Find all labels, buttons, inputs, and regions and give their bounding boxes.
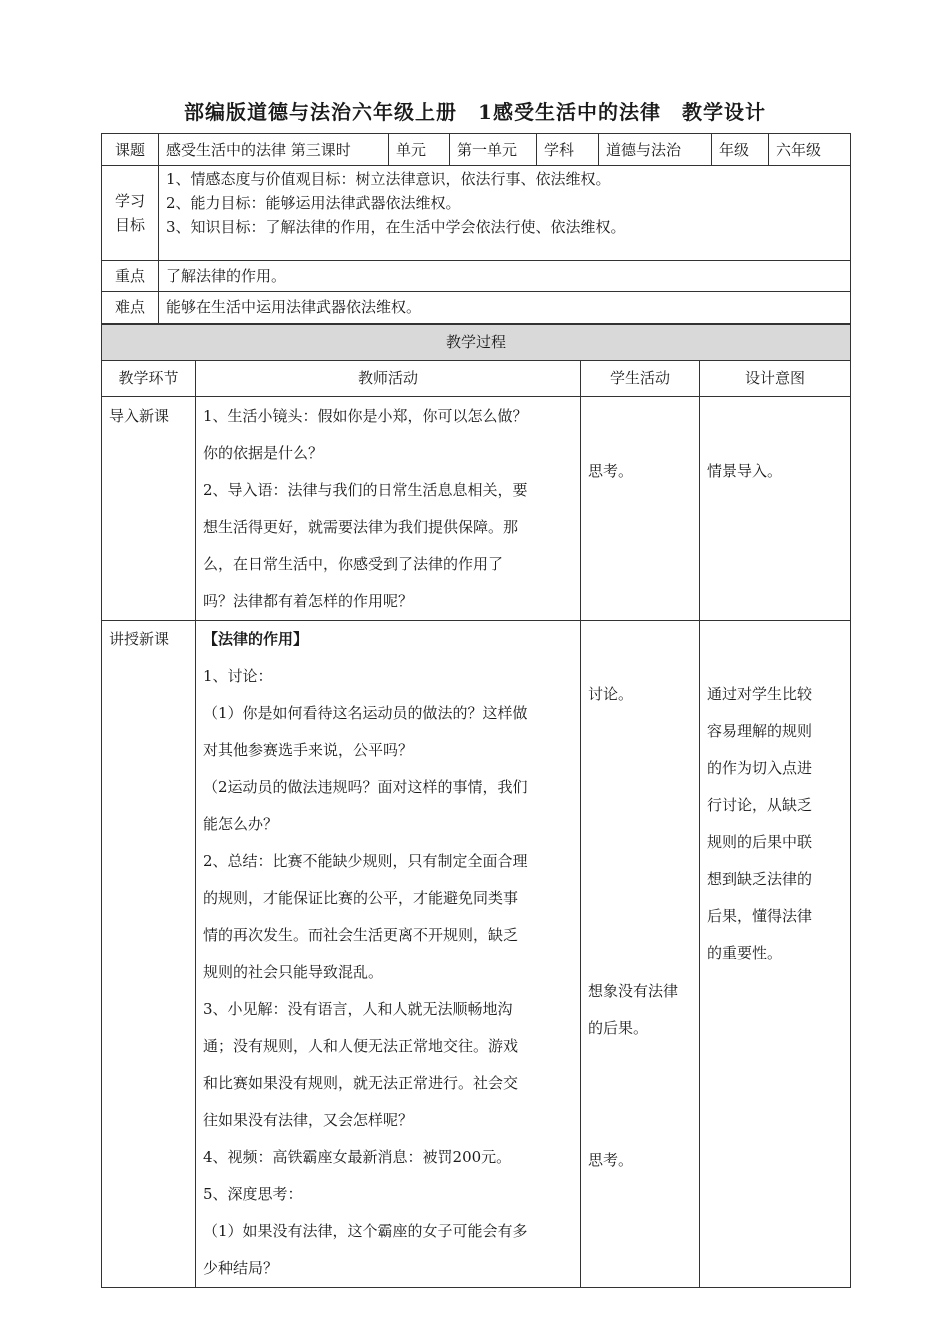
unit-label: 单元 bbox=[389, 134, 450, 166]
design-intent-cell bbox=[700, 621, 851, 1288]
teacher-line: 么，在日常生活中，你感受到了法律的作用了 bbox=[203, 555, 504, 573]
teacher-line: 1、生活小镜头：假如你是小郑，你可以怎么做？ bbox=[203, 407, 528, 425]
intent-line: 行讨论，从缺乏 bbox=[707, 796, 813, 814]
difficulty-label: 难点 bbox=[102, 292, 159, 324]
stage-cell: 讲授新课 bbox=[102, 621, 196, 1288]
teacher-line: 2、导入语：法律与我们的日常生活息息相关，要 bbox=[203, 481, 528, 499]
objective-item: 2、能力目标：能够运用法律武器依法维权。 bbox=[166, 194, 461, 212]
key-point-label: 重点 bbox=[102, 261, 159, 292]
document-title: 部编版道德与法治六年级上册 1感受生活中的法律 教学设计 bbox=[184, 100, 766, 124]
objective-item: 1、情感态度与价值观目标：树立法律意识，依法行事、依法维权。 bbox=[166, 170, 611, 188]
column-header: 教师活动 bbox=[196, 361, 581, 397]
subject-label: 学科 bbox=[537, 134, 599, 166]
objectives-label-line1: 学习 bbox=[114, 192, 145, 210]
teacher-line: 想生活得更好，就需要法律为我们提供保障。那 bbox=[203, 518, 519, 536]
student-activity-cell: 思考。 bbox=[581, 397, 700, 621]
subject-value: 道德与法治 bbox=[599, 134, 712, 166]
topic-row bbox=[102, 134, 851, 166]
objectives-label bbox=[102, 166, 159, 261]
teacher-line: 对其他参赛选手来说，公平吗？ bbox=[203, 741, 414, 759]
student-line: 的后果。 bbox=[588, 1019, 649, 1037]
teacher-line: 3、小见解：没有语言，人和人就无法顺畅地沟 bbox=[203, 1000, 513, 1018]
teacher-line: 能怎么办？ bbox=[203, 815, 279, 833]
column-header: 教学环节 bbox=[102, 361, 196, 397]
teacher-line: 4、视频：高铁霸座女最新消息：被罚200元。 bbox=[203, 1148, 512, 1166]
difficulty-row bbox=[102, 292, 851, 324]
grade-value: 六年级 bbox=[769, 134, 851, 166]
lesson-info-table bbox=[101, 133, 851, 324]
column-header: 设计意图 bbox=[700, 361, 851, 397]
intent-line: 的作为切入点进 bbox=[707, 759, 813, 777]
teacher-line: 你的依据是什么？ bbox=[203, 444, 324, 462]
teacher-line: 2、总结：比赛不能缺少规则，只有制定全面合理 bbox=[203, 852, 528, 870]
teacher-line: 少种结局？ bbox=[203, 1259, 279, 1277]
teacher-line: 和比赛如果没有规则，就无法正常进行。社会交 bbox=[203, 1074, 519, 1092]
process-row-intro bbox=[102, 397, 851, 621]
design-intent-cell: 情景导入。 bbox=[700, 397, 851, 621]
process-heading: 教学过程 bbox=[102, 325, 851, 361]
student-line: 想象没有法律 bbox=[588, 982, 679, 1000]
student-line: 讨论。 bbox=[588, 685, 634, 703]
grade-label: 年级 bbox=[712, 134, 769, 166]
teacher-section-heading: 【法律的作用】 bbox=[203, 630, 309, 648]
intent-line: 通过对学生比较 bbox=[707, 685, 813, 703]
teacher-activity-cell bbox=[196, 621, 581, 1288]
intent-line: 后果，懂得法律 bbox=[707, 907, 813, 925]
intent-line: 的重要性。 bbox=[707, 944, 783, 962]
process-row-new-lesson bbox=[102, 621, 851, 1288]
column-header: 学生活动 bbox=[581, 361, 700, 397]
objectives-label-line2: 目标 bbox=[114, 216, 145, 234]
student-activity-cell bbox=[581, 621, 700, 1288]
teacher-line: 规则的社会只能导致混乱。 bbox=[203, 963, 384, 981]
intent-line: 想到缺乏法律的 bbox=[707, 870, 813, 888]
teacher-line: 的规则，才能保证比赛的公平，才能避免同类事 bbox=[203, 889, 519, 907]
objectives-content bbox=[159, 166, 851, 261]
teacher-line: 1、讨论： bbox=[203, 667, 273, 685]
intent-line: 规则的后果中联 bbox=[707, 833, 813, 851]
stage-cell: 导入新课 bbox=[102, 397, 196, 621]
key-point-row bbox=[102, 261, 851, 292]
objective-item: 3、知识目标：了解法律的作用，在生活中学会依法行使、依法维权。 bbox=[166, 218, 626, 236]
teacher-line: 情的再次发生。而社会生活更离不开规则，缺乏 bbox=[203, 926, 519, 944]
intent-line: 容易理解的规则 bbox=[707, 722, 813, 740]
teacher-line: （1）你是如何看待这名运动员的做法的？这样做 bbox=[203, 704, 528, 722]
teacher-activity-cell bbox=[196, 397, 581, 621]
teacher-line: 吗？法律都有着怎样的作用呢？ bbox=[203, 592, 414, 610]
teacher-line: （1）如果没有法律，这个霸座的女子可能会有多 bbox=[203, 1222, 528, 1240]
teacher-line: 通；没有规则，人和人便无法正常地交往。游戏 bbox=[203, 1037, 519, 1055]
unit-value: 第一单元 bbox=[450, 134, 537, 166]
topic-label: 课题 bbox=[102, 134, 159, 166]
process-column-headers bbox=[102, 361, 851, 397]
student-line: 思考。 bbox=[588, 1151, 634, 1169]
difficulty-value: 能够在生活中运用法律武器依法维权。 bbox=[159, 292, 851, 324]
teacher-line: 5、深度思考： bbox=[203, 1185, 303, 1203]
teaching-process-table bbox=[101, 324, 851, 1288]
teacher-line: 往如果没有法律，又会怎样呢？ bbox=[203, 1111, 414, 1129]
objectives-row bbox=[102, 166, 851, 261]
teacher-line: （2运动员的做法违规吗？面对这样的事情，我们 bbox=[203, 778, 528, 796]
key-point-value: 了解法律的作用。 bbox=[159, 261, 851, 292]
topic-value: 感受生活中的法律 第三课时 bbox=[159, 134, 389, 166]
